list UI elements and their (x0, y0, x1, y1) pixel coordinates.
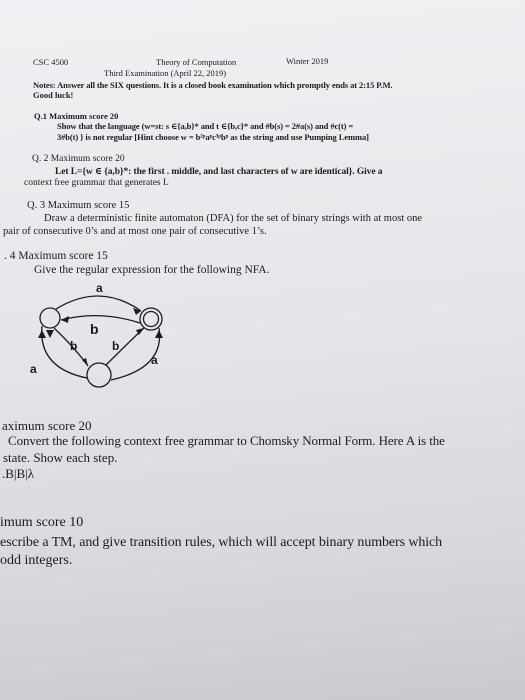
edge-top-a (56, 296, 141, 311)
course-code: CSC 4500 (33, 57, 69, 67)
nfa-label-upper-mid: b (90, 321, 99, 337)
q2-heading: Q. 2 Maximum score 20 (32, 154, 125, 164)
nfa-label-left-b: b (70, 339, 78, 353)
q2-text-line2: context free grammar that generates L (24, 178, 169, 188)
q3-text-line2: pair of consecutive 0’s and at most one pair of consecutive 1’s. (3, 226, 267, 237)
q1-text-line1: Show that the language (w=st: s ∈{a,b}* and t ∈{b,c}* and #b(s) = 2#a(s) and #c(t) = (57, 121, 354, 131)
good-luck: Good luck! (33, 90, 74, 100)
state-right-inner (144, 312, 159, 327)
state-left (40, 308, 60, 328)
exam-subtitle: Third Examination (April 22, 2019) (104, 68, 227, 78)
q5-grammar: .B|B|λ (2, 466, 35, 481)
exam-notes: Notes: Answer all the SIX questions. It is a closed book examination which promptly ends at 2:15 P.M. (33, 80, 393, 90)
nfa-label-right-loop: a (151, 353, 158, 367)
exam-term: Winter 2019 (286, 56, 329, 66)
q3-heading: Q. 3 Maximum score 15 (27, 200, 130, 211)
q6-text-line2: odd integers. (0, 553, 73, 568)
nfa-label-right-b: b (112, 339, 120, 353)
arrowhead (155, 330, 163, 338)
q6-text-line1: escribe a TM, and give transition rules, which will accept binary numbers which (0, 535, 443, 550)
q4-heading: . 4 Maximum score 15 (4, 250, 108, 262)
nfa-label-top: a (96, 281, 103, 295)
q6-heading: imum score 10 (0, 515, 84, 530)
exam-title: Theory of Computation (156, 57, 237, 67)
arrowhead (46, 330, 54, 338)
nfa-label-left-loop: a (30, 362, 37, 376)
q3-text-line1: Draw a deterministic finite automaton (DFA) for the set of binary strings with at most one (44, 213, 423, 224)
state-bottom (87, 363, 111, 387)
arrowhead (61, 316, 69, 323)
q5-text-line2: state. Show each step. (3, 450, 118, 465)
q5-heading: aximum score 20 (2, 418, 92, 433)
nfa-diagram (20, 278, 220, 408)
q4-text-line1: Give the regular expression for the following NFA. (34, 264, 270, 276)
q1-text-line2: 3#b(t) } is not regular [Hint choose w = b²ᵖaᵖc³ᵖbᵖ as the string and use Pumping Lemma] (57, 132, 369, 142)
arrowhead (38, 330, 46, 338)
edge-mid-b (61, 316, 140, 323)
q1-heading: Q.1 Maximum score 20 (34, 111, 119, 121)
q5-text-line1: Convert the following context free grammar to Chomsky Normal Form. Here A is the (8, 433, 445, 448)
q2-text-line1: Let L={w ∈ {a,b}*: the first . middle, and last characters of w are identical}. Give a (55, 167, 383, 177)
